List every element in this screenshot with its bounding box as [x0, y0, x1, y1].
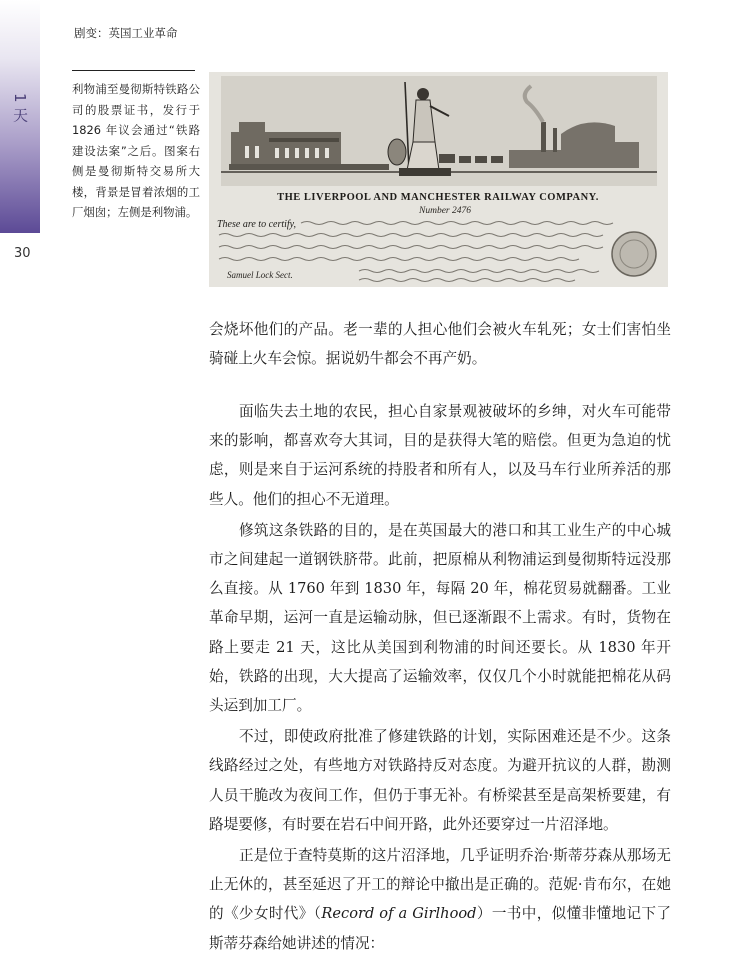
paragraph-1: 面临失去土地的农民，担心自家景观被破坏的乡绅，对火车可能带来的影响，都喜欢夸大其词，目的是获得大笔的赔偿。但更为急迫的忧虑，则是来自于运河系统的持股者和所有人，以及马车行业所养活的那些人。他们的担心不无道理。: [209, 403, 671, 508]
paragraph-4: [209, 841, 671, 958]
continued-paragraph-text: 会烧坏他们的产品。老一辈的人担心他们会被火车轧死；女士们害怕坐骑碰上火车会惊。据说奶牛都会不再产奶。: [209, 321, 671, 368]
continued-paragraph: [209, 315, 671, 373]
certificate-signature: Samuel Lock Sect.: [227, 270, 293, 280]
page-number: 30: [14, 246, 31, 261]
paragraph-4-after: ）一书中，似懂非懂地记下了斯蒂芬森给她讲述的情况：: [209, 905, 671, 952]
certificate-seal: [612, 232, 656, 276]
share-certificate-image: [209, 72, 668, 287]
book-title-english: Record of a Girlhood: [321, 905, 477, 923]
paragraph-3: 不过，即使政府批准了修建铁路的计划，实际困难还是不少。这条线路经过之处，有些地方对铁路持反对态度。为避开抗议的人群，勘测人员干脆改为夜间工作，但仍于事无补。有桥梁甚至是高架桥要建，有路堤要修，有时要在岩石中间开路，此外还要穿过一片沼泽地。: [209, 728, 671, 833]
paragraph-4-before: 正是位于查特莫斯的这片沼泽地，几乎证明乔治·斯蒂芬森从那场无止无休的，甚至延迟了开工的辩论中撤出是正确的。范妮·肯布尔，在她的《少女时代》（: [209, 847, 671, 923]
caption-rule: [72, 70, 195, 71]
running-head: 剧变：英国工业革命: [74, 26, 178, 40]
certificate-number: Number 2476: [419, 206, 471, 216]
main-text: [209, 397, 671, 958]
chapter-side-tab: [0, 0, 40, 233]
paragraph-2: 修筑这条铁路的目的，是在英国最大的港口和其工业生产的中心城市之间建起一道钢铁脐带。此前，把原棉从利物浦运到曼彻斯特远没那么直接。从 1760 年到 1830 年，每隔 20 年，棉花贸易就翻番。工业革命早期，运河一直是运输动脉，但已逐渐跟不上需求。有时，货物在路上要走 21 天，这比从美国到利物浦的时间还要长。从 1830 年开始，铁路的出现，大大提高了运输效率，仅仅几个小时就能把棉花从码头运到加工厂。: [209, 521, 671, 715]
certificate-certify-line: These are to certify,: [217, 219, 297, 230]
certificate-company-title: THE LIVERPOOL AND MANCHESTER RAILWAY COMPANY.: [277, 192, 599, 203]
figure-caption: 利物浦至曼彻斯特铁路公司的股票证书，发行于 1826 年议会通过“铁路建设法案”之后。图案右侧是曼彻斯特交易所大楼，背景是冒着浓烟的工厂烟囱；左侧是利物浦。: [72, 82, 200, 219]
chapter-tab-label: 1 天: [11, 93, 29, 123]
